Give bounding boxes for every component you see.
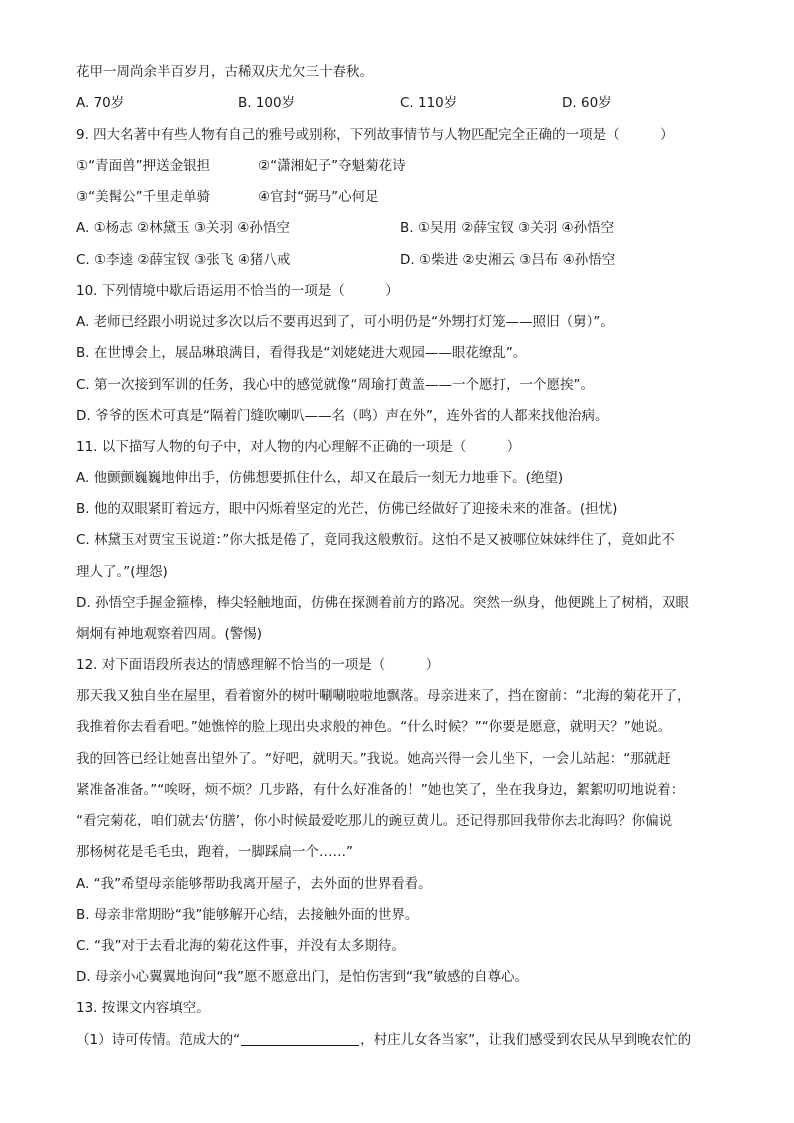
q12-option-a: A. “我”希望母亲能够帮助我离开屋子，去外面的世界看看。	[76, 876, 432, 892]
q11-option-b: B. 他的双眼紧盯着远方，眼中闪烁着坚定的光芒，仿佛已经做好了迎接未来的准备。(担忧)	[76, 501, 618, 517]
q10-option-d: D. 爷爷的医术可真是“隔着门缝吹喇叭——名（鸣）声在外”，连外省的人都来找他治病。	[76, 408, 609, 424]
q9-option-b: B. ①吴用 ②薛宝钗 ③关羽 ④孙悟空	[400, 220, 615, 236]
q9-item-1: ①“青面兽”押送金银担	[76, 158, 211, 174]
option-d: D. 60岁	[562, 95, 612, 111]
q13-item-1-prefix: （1）诗可传情。范成大的“	[76, 1032, 241, 1048]
q10-option-b: B. 在世博会上，展品琳琅满目，看得我是“刘姥姥进大观园——眼花缭乱”。	[76, 345, 527, 361]
q11-option-a: A. 他颤颤巍巍地伸出手，仿佛想要抓住什么，却又在最后一刻无力地垂下。(绝望)	[76, 470, 564, 486]
q13-stem: 13. 按课文内容填空。	[76, 1000, 210, 1016]
q11-stem: 11. 以下描写人物的句子中，对人物的内心理解不正确的一项是（ ）	[76, 439, 521, 455]
q12-passage-line: “看完菊花，咱们就去‘仿膳’，你小时候最爱吃那儿的豌豆黄儿。还记得那回我带你去北海吗？你偏说	[76, 813, 673, 829]
q11-option-d-line1: D. 孙悟空手握金箍棒，棒尖轻触地面，仿佛在探测着前方的路况。突然一纵身，他便跳上了树梢，双眼	[76, 595, 689, 611]
q9-option-c: C. ①李逵 ②薛宝钗 ③张飞 ④猪八戒	[76, 252, 291, 268]
fill-in-blank[interactable]	[241, 1031, 359, 1046]
option-a: A. 70岁	[76, 95, 125, 111]
q9-stem: 9. 四大名著中有些人物有自己的雅号或别称，下列故事情节与人物匹配完全正确的一项是（ ）	[76, 127, 674, 143]
q12-passage-line: 那杨树花是毛毛虫，跑着，一脚踩扁一个……”	[76, 844, 353, 860]
q11-option-c-line1: C. 林黛玉对贾宝玉说道：”你大抵是倦了，竟同我这般敷衍。这怕不是又被哪位妹妹绊住了，竟如此不	[76, 532, 675, 548]
q12-passage-line: 那天我又独自坐在屋里，看着窗外的树叶唰唰啦啦地飘落。母亲进来了，挡在窗前：“北海的菊花开了，	[76, 688, 691, 704]
option-c: C. 110岁	[400, 95, 458, 111]
option-b: B. 100岁	[238, 95, 296, 111]
q12-passage-line: 我的回答已经让她喜出望外了。“好吧，就明天。”我说。她高兴得一会儿坐下，一会儿站起：“那就赶	[76, 751, 671, 767]
q13-item-1	[76, 1030, 726, 1050]
q12-stem: 12. 对下面语段所表达的情感理解不恰当的一项是（ ）	[76, 657, 440, 673]
q12-option-d: D. 母亲小心翼翼地询问“我”愿不愿意出门，是怕伤害到“我”敏感的自尊心。	[76, 969, 528, 985]
q12-option-b: B. 母亲非常期盼“我”能够解开心结，去接触外面的世界。	[76, 907, 419, 923]
q9-item-3: ③“美髯公”千里走单骑	[76, 189, 211, 205]
q9-item-2: ②“潇湘妃子”夺魁菊花诗	[258, 158, 406, 174]
q10-option-a: A. 老师已经跟小明说过多次以后不要再迟到了，可小明仍是“外甥打灯笼——照旧（舅）”。	[76, 314, 614, 330]
q10-stem: 10. 下列情境中歇后语运用不恰当的一项是（ ）	[76, 283, 399, 299]
q9-option-a: A. ①杨志 ②林黛玉 ③关羽 ④孙悟空	[76, 220, 290, 236]
q11-option-d-line2: 炯炯有神地观察着四周。(警惕)	[76, 626, 263, 642]
q10-option-c: C. 第一次接到军训的任务，我心中的感觉就像“周瑜打黄盖——一个愿打，一个愿挨”。	[76, 377, 594, 393]
q9-item-4: ④官封“弼马”心何足	[258, 189, 379, 205]
q13-item-1-suffix: ，村庄儿女各当家”，让我们感受到农民从早到晚农忙的	[360, 1032, 692, 1048]
q9-option-d: D. ①柴进 ②史湘云 ③吕布 ④孙悟空	[400, 252, 616, 268]
q12-passage-line: 我推着你去看看吧。”她憔悴的脸上现出央求般的神色。“什么时候？”“你要是愿意，就明天？”她说。	[76, 719, 672, 735]
q11-option-c-line2: 理人了。”(埋怨)	[76, 564, 168, 580]
q12-option-c: C. “我”对于去看北海的菊花这件事，并没有太多期待。	[76, 938, 405, 954]
prev-question-stem-tail: 花甲一周尚余半百岁月，古稀双庆尤欠三十春秋。	[76, 64, 373, 80]
q12-passage-line: 紧准备准备。”“唉呀，烦不烦？几步路，有什么好准备的！”她也笑了，坐在我身边，絮絮叨叨地说着：	[76, 782, 685, 798]
